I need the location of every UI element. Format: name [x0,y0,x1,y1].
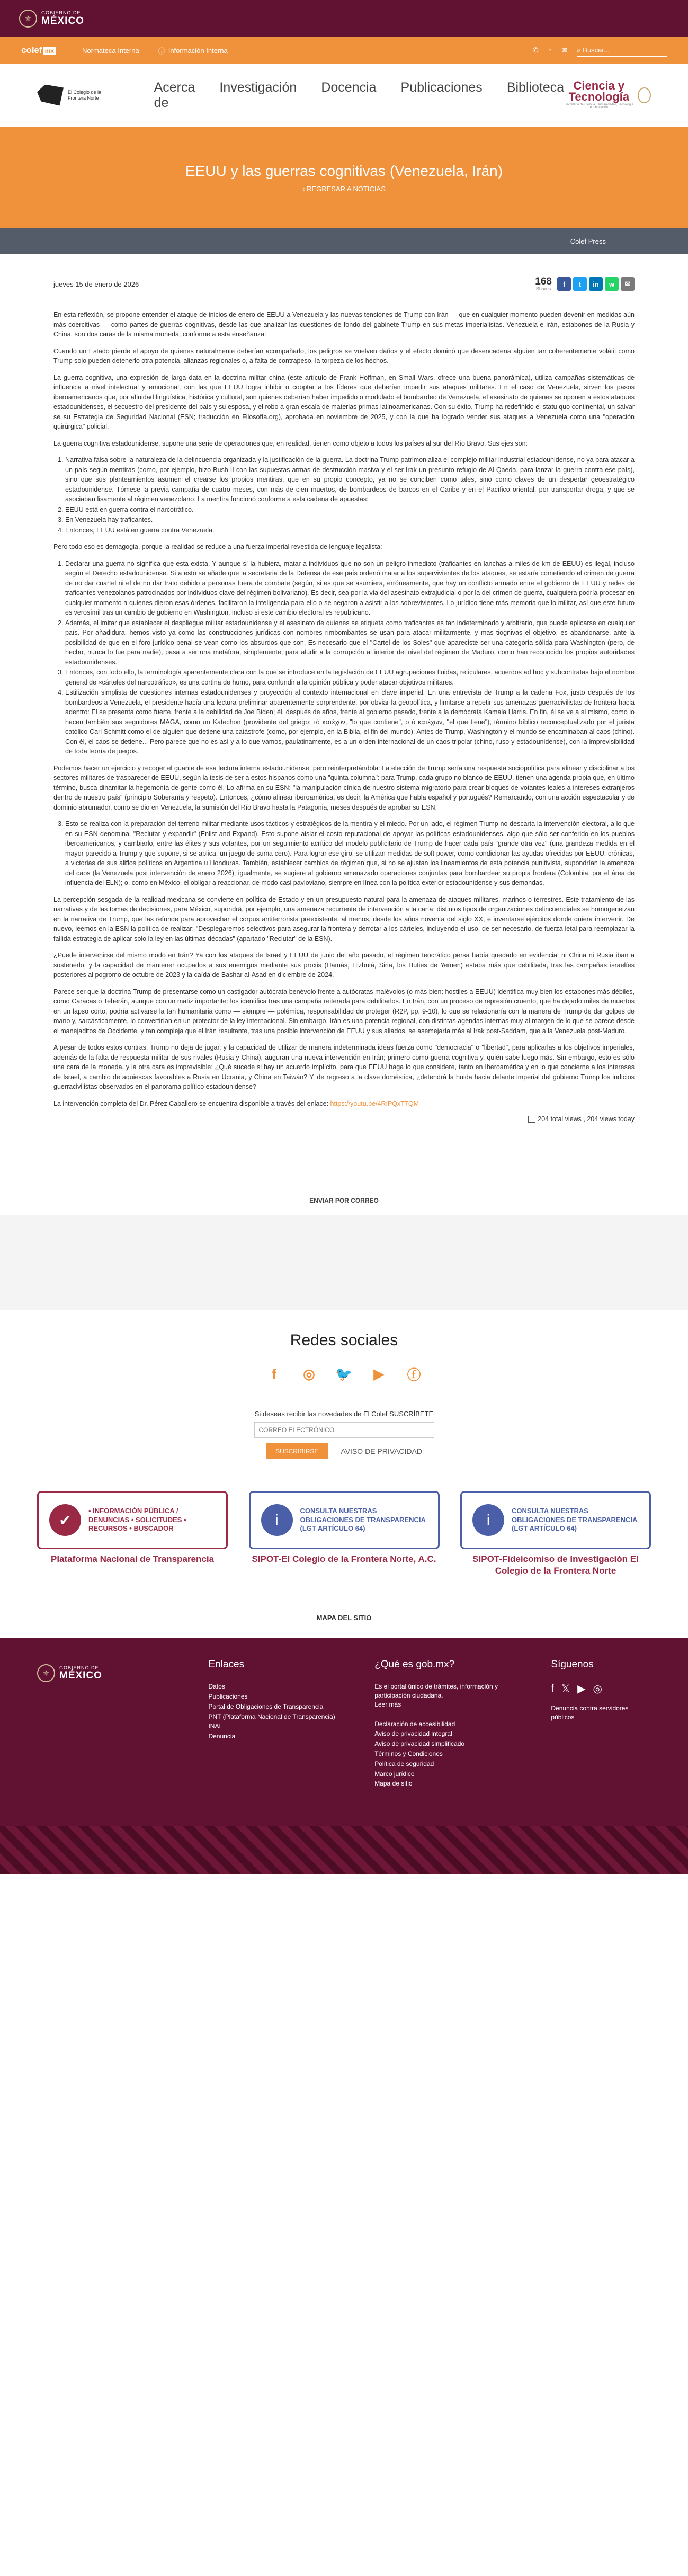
transparency-section [0,1491,688,1577]
government-bar [0,0,688,37]
normateca-link[interactable] [82,47,139,55]
list-item: 3. Esto se realiza con la preparación del terreno militar mediante usos tácticos y estratégicos de la mentira y el miedo. Por un lado, el régimen Trump no descarta la intervención electoral, a lo que en su ESN denomina. "Reclutar y expandir" (Enlist and Expand). Esto supone aislar el costo reputacional de apoyar las políticas estadounidenses, algo que sólo ser conferido en los pueblos iberoamericanos, y cambiarlo, entre las élites y sus votantes, por un seguimiento acrítico del modelo publicitario de Trump de hacer cada país "grande otra vez" (una grandeza medida en el mayor parecido a Trump y que supone, si se aplica, un juego de suma cero). Para lograr ese giro, se utilizan medidas de soft power, como condicionar las ayudas ofrecidas por EEUU, crónicas, a victorias de sus aliflos políticos en Argentina u Honduras. También, establecer cambios de régimen que, si no se ajustan los lineamientos de esta potencia punitivista, supondrían la amenaza del caos (la Venezuela post intervención de enero 2026); igualmente, se sugiere al gobierno amenazado operaciones conjuntas para bombardear su propia frontera (Colombia, por el área de influencia del ELN); o, como en México, el obligar a reaccionar, de modo casi pavloviano, siempre en línea con la política exterior estadounidense y sus demandas. [65,819,635,888]
footer-link[interactable]: Mapa de sitio [374,1780,413,1788]
youtube-icon[interactable]: ▶ [373,1365,385,1382]
org-name: El Colegio de la Frontera Norte [68,89,102,101]
eagle-seal-icon: ⚜ [19,10,37,28]
top-bar [0,37,688,64]
footer-link[interactable]: Aviso de privacidad integral [374,1730,452,1738]
share-linkedin-icon[interactable]: in [589,277,603,291]
paragraph: La guerra cognitiva estadounidense, supone una serie de operaciones que, en realidad, tienen como objeto a todos los países al sur del Río Bravo. Sus ejes son: [53,439,528,447]
info-interna-link[interactable] [158,46,228,56]
instagram-icon[interactable]: ◎ [303,1365,315,1382]
search-box [577,45,667,57]
footer-link[interactable]: Declaración de accesibilidad [374,1720,455,1728]
card-caption: SIPOT-Fideicomiso de Investigación El Colegio de la Frontera Norte [472,1554,639,1576]
footer-link[interactable]: Marco jurídico [374,1770,415,1778]
search-icon[interactable]: ⌕ [577,46,581,54]
list-item: 1. Declarar una guerra no significa que esta exista. Y aunque sí la hubiera, matar a individuos que no son un peligro inmediato (traficantes en lanchas a miles de km de EEUU) es ilegal, incluso según el Derecho estadounidense. Si a esto se añade que la secretaria de la Defensa de ese país ordenó matar a los supervivientes de los ataques, se estaría cometiendo el crimen de guerra de no dar cuartel ni el de no dar trato debido a personas fuera de combate (según, si es que se asumiera, erróneamente, que hay un conflicto armado entre el gobierno de EEUU y redes de traficantes venezolanos patrocinados por individuos clave del régimen bolivariano). Es decir, sea por la vía del asesinato extrajudicial o por la del crimen de guerra, cualquiera podría procesar en cualquier momento a quienes dieron esas órdenes, facilitaron la inteligencia para ello o se negaron a asistir a los sobrevivientes. Lo jurídico tiene más memoria que lo militar, así que este futuro es verosímil tras un cambio de gobierno en Washington, incluso si este cambio electoral es republicano. [65,559,635,618]
info-icon: i [472,1504,504,1536]
paragraph: A pesar de todos estos contras, Trump no deja de jugar, y la capacidad de utilizar de manera indeterminada ideas fuerza como "democracia" o "libertad", para aplicarlas a los objetivos imperiales, además de la falta de respuesta militar de sus rivales (Rusia y China), auguran una nueva intervención en Irán; primero como guerra cognitiva y, quién sabe luego más. Sin embargo, esto es sólo una cara de la moneda, y la otra cara es imprevisible: ¿Qué sucede si hay un acuerdo implícito, para que EEUU haga lo que considere, tanto en Iberoamérica y en lo que concierne a los intereses de Israel, a cambio de aquiescas favorables a Rusia en Ucrania, y China en Taiwán? Y, de regreso a la clave doméstica, ¿detendrá la huida hacia delante imperial del gobierno Trump los indicios guerracivilistas observados en el panorama político estadounidense? [53,1044,635,1090]
paragraph: Parece ser que la doctrina Trump de presentarse como un castigador autócrata benévolo frente a autócratas malévolos (o más bien: hostiles a EEUU) identifica muy bien los estabones más débiles, como Caracas o Teherán, aunque con un matiz importante: los identifica tras una campaña reiterada para debilitarlos. En Irán, con un proceso de represión cruento, que ha dejado miles de muertos en un lapso corto, podría activarse la tan humanitaria como — siempre — polémica, responsabilidad de proteger (R2P, pp. 9-10), lo que se relacionaría con la manera de Trump de dar golpes de mano y, sarcásticamente, lo convertirían en un protector de la ley internacional. Sin embargo, Irán es una potencia regional, con distintas agendas internas muy al margen de lo que se parece desde el manejaditos de Occidente, y tan compleja que el Irán resultante, tras una posible intervención de EEUU y sus aliados, se asemejaría más al Irak post-Saddam, que a la Venezuela post-Maduro. [53,988,635,1035]
gob-title: ¿Qué es gob.mx? [374,1659,455,1671]
sipot-fideicomiso-card[interactable] [460,1491,651,1577]
info-icon: i [261,1504,293,1536]
gob-footer [0,1638,688,1874]
cyt-sub: Secretaría de Ciencia, Humanidades, Tecnología e Innovación [564,103,633,110]
back-label: REGRESAR A NOTICIAS [307,184,386,193]
nav-investigacion[interactable]: Investigación [219,79,297,95]
youtube-link[interactable]: https://youtu.be/4RIPQxT7QM [330,1099,419,1107]
pnt-card[interactable] [37,1491,228,1577]
footer-link[interactable]: Términos y Condiciones [374,1749,443,1757]
shares-number: 168 [535,276,552,287]
footer-link[interactable]: Portal de Obligaciones de Transparencia [208,1702,324,1710]
footer-link[interactable]: INAI [208,1722,221,1730]
link-intro: La intervención completa del Dr. Pérez Caballero se encuentra disponible a través del enlace: [53,1099,329,1107]
nav-docencia[interactable]: Docencia [321,79,377,95]
gobierno-logo[interactable] [19,10,84,28]
phone-icon[interactable]: ✆ [532,46,539,54]
list-main-axes [53,455,635,535]
enlaces-title: Enlaces [208,1659,245,1671]
bar-chart-icon [528,1116,535,1123]
footer-link[interactable]: PNT (Plataforma Nacional de Transparencia) [208,1712,335,1720]
footer-link[interactable]: Datos [208,1683,225,1691]
sipot-colef-card[interactable] [249,1491,440,1577]
colef-mark-icon [37,85,64,106]
twitter-icon[interactable]: 🐦 [335,1365,353,1382]
list-item: 1. Narrativa falsa sobre la naturaleza de la delincuencia organizada y la justificación de la guerra. La doctrina Trump patrimonializa el complejo militar industrial estadounidense, no ya para atacar a un país según mentiras (como, por ejemplo, hizo Bush II con las supuestas armas de destrucción masiva y el ser Irak un presunto refugio de Al Qaeda, para lanzar la guerra contra ese país), sino que sus planteamientos asumen el crearse los propios mentiras, que en su propio concepto, ya no se conciben como tales, sino como claves de un despertar geoestratégico estadounidense. Tómese la previa campaña de cuatro meses, con más de cien muertos, de bombardeos de barcos en el Caribe y en el Pacífico oriental, por transportar droga, y que se asociaban lisamente al régimen venezolano. La mentira funcionó conforme a esta cadena de apuestas: [65,455,635,504]
article-date: jueves 15 de enero de 2026 [53,280,139,288]
gob-big-text: MÉXICO [41,15,84,26]
ciencia-tecnologia-logo[interactable] [564,78,651,110]
gob-big-text: MÉXICO [59,1669,102,1681]
article [53,254,635,1215]
social-section [0,1310,688,1394]
info-label: Información Interna [168,46,228,55]
email-field[interactable] [254,1422,434,1438]
cyt-line2: Tecnología [568,90,630,103]
list-item: 2. Además, el imitar que establecer el despliegue militar estadounidense y el asesinato de quienes se etiqueta como traficantes es tan indeterminado y arbitrario, que puede aplicarse en cualquier país. Por añadidura, hemos visto ya como las construcciones jurídicas con nombres rimbombantes se usan para atacar militarmente, y mas tiognivas el objetivo, es abandonarse, ante la posibilidad de que en el foro jurídico penal se vean como los absurdos que son. Es necesario que el "Cartel de los Soles" que apareciste ser una categoría sólida para Washington (pero, de hecho, nunca lo fue para nadie), pasa a ser una metáfora, simplemente, para aludir a la corrupción al interior del nivel del régimen de Maduro, como han reconocido los propios autoridades estadounidenses. [65,618,635,668]
privacy-link[interactable]: AVISO DE PRIVACIDAD [341,1447,422,1455]
transparency-logo-icon: ✔ [49,1504,81,1536]
paragraph: Podemos hacer un ejercicio y recoger el guante de esa lectura interna estadounidense, pero reinterpretándola: La elección de Trump sería una respuesta sociopolítica para alinear y disciplinar a los sectores militares de trasparecer de EEUU, según la tesis de ser a estos hispanos como una "quinta columna": para Trump, cada grupo no blanco de EEUU, tienen una agenda propia que, en último término, busca dinamitar la hegemonía de gente como él. Lo afirma en su ESN: "la manipulación cínica de nuestro sistema migratorio para crear bloques de votantes leales a intereses extranjeros dentro de nuestro país" (principio Soberanía y respeto). Entonces, ¿cómo alinear iberoamérica, es decir, la América que habla español y portugués? Remarcando, con una acción espectacular y de dominio abrumador, como se dio en Venezuela, la sumisión del Río Bravo hasta la Patagonia, meses después de aprobar su ESN. [53,764,635,811]
social-title: Redes sociales [290,1331,398,1349]
instagram-icon[interactable]: ◎ [593,1683,602,1695]
list-military [53,819,635,888]
paragraph: Cuando un Estado pierde el apoyo de quienes naturalmente deberían acompañarlo, los peligros se vuelven daños y el efecto dominó que desencadena alguien tan coherentemente volátil como Trump solo pueden detenerlo otra potencia, alianzas regionales o, a falta de contrapeso, la torpeza de los hechos. [53,347,635,365]
gob-desc: Es el portal único de trámites, información y participación ciudadana. [374,1683,498,1699]
gob-small-text: GOBIERNO DE [59,1665,99,1671]
back-to-news-link[interactable] [302,185,386,193]
footer-link[interactable]: Denuncia [208,1733,236,1740]
gob-small-text: GOBIERNO DE [41,10,81,16]
gob-more-link[interactable]: Leer más [374,1700,401,1708]
main-navigation [0,64,688,127]
paragraph: Pero todo eso es demagogia, porque la realidad se reduce a una fuerza imperial revestida de lenguaje legalista: [53,543,382,550]
facebook-icon[interactable]: ⓕ [407,1366,421,1383]
card-text: CONSULTA NUESTRAS OBLIGACIONES DE TRANSPARENCIA (LGT ARTÍCULO 64) [512,1506,637,1533]
normateca-label: Normateca Interna [82,46,139,55]
article-meta [53,277,635,291]
twitter-icon[interactable]: 𝕏 [561,1683,570,1695]
card-text: • INFORMACIÓN PÚBLICA / DENUNCIAS • SOLICITUDES • RECURSOS • BUSCADOR [88,1506,186,1533]
share-twitter-icon[interactable]: t [573,277,587,291]
list-item: 4. Entonces, EEUU está en guerra contra Venezuela. [65,526,635,536]
map-pin-icon[interactable]: ⌖ [548,46,552,54]
list-item: 4. Estilización simplista de cuestiones internas estadounidenses y proyección al contexto internacional en clave imperial. En una entrevista de Trump a la cadena Fox, justo después de los bombardeos a Venezuela, el presidente hacía una lectura preliminar aparentemente sorprendente, por obviar la geopolítica, y limitarse a repetir sus amenazas guerracivilistas de frontera hacia adentro: El se presenta como fuerte, frente a la debilidad de Joe Biden; él, después de años, frente al gobierno pasado, frente a la demócrata Kamala Harris. En fin, él se ve a sí mismo, como lo hacen también sus seguidores MAGA, como un Katechon (providente del griego: τό κατέχον, "lo que contiene", o ὁ κατέχων, "el que tiene"), término bíblico reconceptualizado por el jurista católico Carl Schmitt como el de alguien que detiene una catástrofe (como, por ejemplo, en la Biblia, el fin del mundo). Antes de Trump, Washington y el mundo se encaminaban al caos (chino). Con él, el caos se detiene... Pero parece que no es así y a lo que vamos, paulatinamente, es a un orden internacional de un caos tripolar (chino, ruso y estadounidense), con la imprevisibilidad de toda teoría de juegos. [65,688,635,757]
shares-count [535,277,552,291]
chevron-left-icon: ‹ [302,184,307,193]
facebook-icon[interactable]: f [551,1683,554,1695]
logo-text: colef [21,45,42,55]
list-item: 2. EEUU está en guerra contra el narcotráfico. [65,505,635,515]
footer-link[interactable]: Política de seguridad [374,1760,434,1767]
page-title: EEUU y las guerras cognitivas (Venezuela, Irán) [185,162,503,179]
info-circle-icon: ⓘ [158,47,165,55]
colef-logo[interactable] [37,85,122,106]
list-item: 3. Entonces, con todo ello, la terminología aparentemente clara con la que se introduce en la legislación de EEUU agrupaciones fluidas, reticulares, acuerdos ad hoc y subcontratas bajo el nombre general de «cárteles del narcotráfico», es una cortina de humo, para confundir a la opinión pública y poder atacar objetivos militares. [65,668,635,687]
article-body [53,310,635,1123]
press-label: Colef Press [570,237,606,245]
paragraph-link [53,1099,635,1109]
send-label: ENVIAR POR CORREO [309,1197,379,1204]
logo-tag: mx [43,47,56,55]
share-email-icon[interactable]: ✉ [621,277,635,291]
envelope-icon[interactable]: ✉ [561,46,567,54]
share-facebook-icon[interactable]: f [557,277,571,291]
facebook-icon[interactable]: f [272,1365,276,1382]
card-text: CONSULTA NUESTRAS OBLIGACIONES DE TRANSPARENCIA (LGT ARTÍCULO 64) [300,1506,426,1533]
sitemap-link[interactable]: MAPA DEL SITIO [316,1614,372,1622]
paragraph: En esta reflexión, se propone entender el ataque de inicios de enero de EEUU a Venezuela y las nuevas tensiones de Trump con Irán — que en cualquier momento pueden devenir en medidas aún más coercitivas — como partes de guerras cognitivas, desde las que analizar las cuestiones de fondo del gabinete Trump en sus metas imperialistas. Venezuela e Irán, estabones de la Rusia y China, son dos caras de la misma moneda, conforme a esta enseñanza: [53,311,635,338]
gobierno-logo-footer[interactable] [37,1664,171,1682]
list-item: 3. En Venezuela hay traficantes. [65,515,635,525]
nav-items [154,80,565,111]
colef-mx-logo[interactable] [21,45,56,56]
nav-publicaciones[interactable]: Publicaciones [400,79,483,95]
search-input[interactable] [583,46,657,54]
eagle-seal-icon: ⚜ [37,1664,55,1682]
hero-banner [0,127,688,228]
press-bar [0,228,688,254]
footer-pattern [0,1826,688,1874]
card-caption: SIPOT-El Colegio de la Frontera Norte, A.C. [252,1554,436,1564]
share-whatsapp-icon[interactable]: w [605,277,619,291]
follow-title: Síguenos [551,1659,594,1671]
follow-note[interactable]: Denuncia contra servidores públicos [551,1704,629,1721]
cyt-line1: Ciencia y [573,78,625,92]
subscribe-section [0,1394,688,1491]
paragraph: ¿Puede intervenirse del mismo modo en Irán? Ya con los ataques de Israel y EEUU de junio del año pasado, el régimen teocrático persa había quedado en evidencia: ni China ni Rusia iban a sostenerlo, y la capacidad de mantener ocupados a sus enemigos mediante sus proxis (Hamás, Hizbulá, Siria, los Huties de Yemen) estaba más que debilitada, tras las campañas israelíes posteriores al pogromo de octubre de 2023 y la caída de Bashar al-Asad en diciembre de 2024. [53,952,635,979]
send-by-email[interactable] [53,1197,635,1215]
footer-link[interactable]: Aviso de privacidad simplificado [374,1740,465,1748]
subscribe-title: Si deseas recibir las novedades de El Colef SUSCRÍBETE [254,1410,434,1418]
card-caption: Plataforma Nacional de Transparencia [50,1554,214,1564]
spacer [0,1215,688,1310]
views-counter [53,1115,635,1123]
shares-label: Shares [535,286,551,291]
cyt-seal-icon [638,87,651,103]
list-reality [53,559,635,757]
paragraph: La percepción sesgada de la realidad mexicana se convierte en política de Estado y en un presupuesto natural para la amenaza de ataques militares, marinos o terrestres. Este tratamiento de las narrativas y de las tomas de decisiones, para México, supondrá, por ejemplo, una amenaza recurrente de intervención a la carta: distintos tipos de organizaciones delincuenciales se homogeneizan en la narrativa de Trump, que las refunde para aprovechar el corpus antiterrorista preexistente, al menos, desde los años noventa del siglo XX, e inventarse ejércitos donde quiera intervenir. De nuevo, leemos en la ESN la política de realizar: "Desplegaremos selectivos para asegurar la frontera y derrotar a los cárteles, incluyendo el uso, de ser necesario, de fuerza letal para reemplazar la fallida estrategia de aplicar solo la ley en las últimas décadas" (apartado "Reclutar" de la ESN). [53,895,635,943]
youtube-icon[interactable]: ▶ [577,1683,586,1695]
share-bar [535,277,635,291]
footer-link[interactable]: Publicaciones [208,1692,248,1700]
subscribe-button[interactable]: SUSCRIBIRSE [266,1443,328,1459]
views-text: 204 total views , 204 views today [538,1115,635,1123]
paragraph: La guerra cognitiva, una expresión de larga data en la doctrina militar china (este artículo de Frank Hoffman, en Small Wars, ofrece una buena panorámica), utiliza campañas sistemáticas de influencia a nivel intelectual y emocional, con las que EEUU logra inhibir o cooptar a los líderes que deberían impedir sus ataques militares. En el caso de Venezuela, sirven los pasos iberoamericanos que, por afinidad lingüística, histórica y cultural, son quienes deberían haber impedido o modulado el bombardeo de Venezuela, el asesinato de quienes se oponen a estos ataques estadounidenses, el secuestro del presidente del país y su esposa, y el robo a gran escala de materias primas latinoamericanas. Con su éxito, Trump ha redefinido el statu quo continental, un salvar se su Estrategia de Seguridad Nacional (ESN; traducción en Filosofía.org), aprobada en noviembre de 2025, y con la que ha logrado vender sus ataques a Venezuela como una "operación quirúrgica" policial. [53,374,635,430]
nav-acerca[interactable]: Acerca de [154,79,195,110]
nav-biblioteca[interactable]: Biblioteca [506,79,565,95]
